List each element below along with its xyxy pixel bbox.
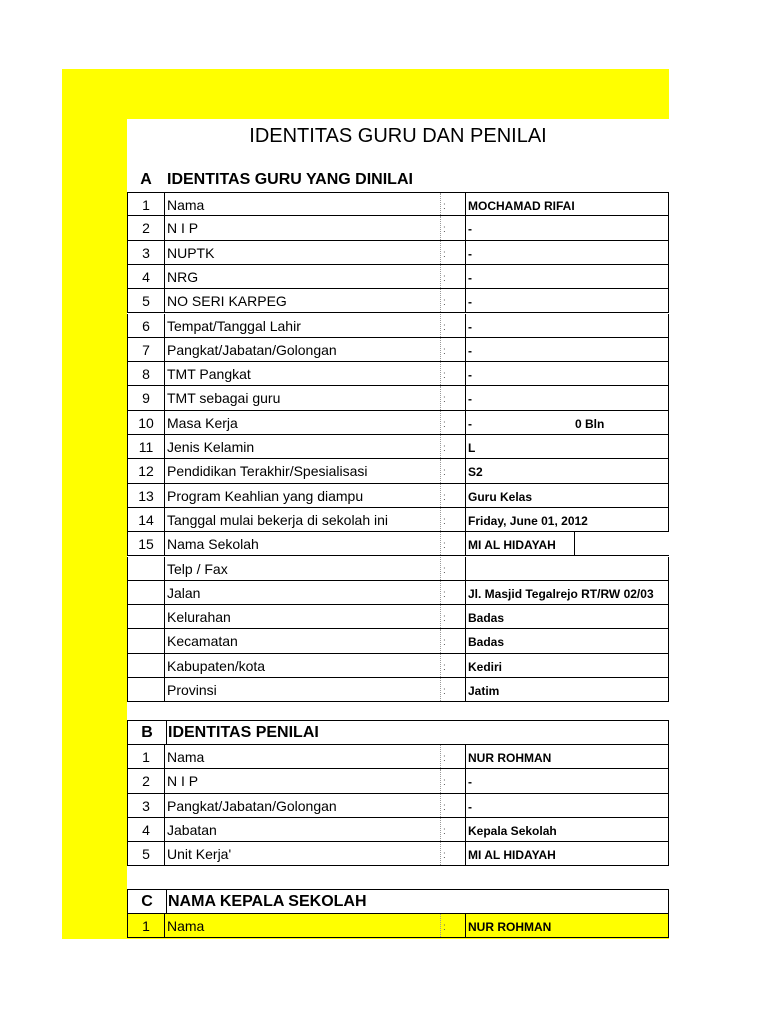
- row-value: S2: [468, 465, 483, 480]
- row-colon: :: [440, 338, 466, 361]
- row-right-border: [668, 605, 669, 628]
- row-label: Jenis Kelamin: [167, 439, 255, 455]
- row-number: 5: [127, 842, 165, 865]
- row-label: N I P: [167, 773, 199, 790]
- row-colon: :: [440, 435, 466, 458]
- row-label: Jalan: [167, 584, 201, 601]
- table-row: [127, 605, 669, 629]
- row-value: -: [468, 319, 472, 334]
- row-right-border: [668, 794, 669, 817]
- row-label: Nama Sekolah: [167, 536, 259, 553]
- table-row: [127, 338, 669, 362]
- table-row: [127, 314, 669, 338]
- row-right-border: [668, 581, 669, 604]
- section-c-letter: C: [128, 890, 167, 913]
- row-colon: :: [440, 508, 466, 531]
- row-right-border: [668, 386, 669, 409]
- row-colon: :: [440, 794, 466, 817]
- row-number: [127, 678, 165, 701]
- row-number: 3: [127, 241, 165, 264]
- row-colon: :: [440, 532, 466, 555]
- section-b-letter: B: [128, 721, 167, 744]
- row-label: NRG: [167, 268, 199, 285]
- row-value: -: [468, 246, 472, 261]
- row-colon: :: [440, 629, 466, 652]
- row-number: 8: [127, 362, 165, 385]
- section-a-header: [127, 168, 669, 192]
- row-label: TMT sebagai guru: [167, 390, 281, 407]
- row-colon: :: [440, 241, 466, 264]
- row-colon: :: [440, 678, 466, 701]
- row-label: Kecamatan: [167, 633, 238, 650]
- row-right-border: [668, 411, 669, 434]
- table-row: [127, 629, 669, 653]
- row-label: Pendidikan Terakhir/Spesialisasi: [167, 463, 368, 480]
- row-label: Jabatan: [167, 821, 217, 838]
- table-row: [127, 435, 669, 459]
- row-label: Program Keahlian yang diampu: [167, 487, 364, 504]
- table-row: [127, 289, 669, 313]
- row-number: 2: [127, 216, 165, 239]
- row-right-border: [668, 484, 669, 507]
- row-colon: :: [440, 314, 466, 337]
- table-row: [127, 386, 669, 410]
- row-value: -: [468, 295, 472, 310]
- row-number: 3: [127, 794, 165, 817]
- row-value: -: [468, 775, 472, 790]
- row-right-border: [668, 289, 669, 312]
- table-row: [127, 794, 669, 818]
- row-colon: :: [440, 654, 466, 677]
- row-colon: :: [440, 769, 466, 792]
- row-number: 7: [127, 338, 165, 361]
- row-value: Kediri: [468, 659, 503, 674]
- row-value: Kepala Sekolah: [468, 823, 557, 838]
- section-a-letter: A: [140, 171, 152, 188]
- table-row: [127, 216, 669, 240]
- row-number: 9: [127, 386, 165, 409]
- row-right-border: [668, 769, 669, 792]
- table-row: [127, 484, 669, 508]
- row-label: Provinsi: [167, 682, 217, 698]
- row-value: MOCHAMAD RIFAI: [468, 199, 575, 213]
- row-label: Kabupaten/kota: [167, 657, 266, 674]
- table-row: [127, 265, 669, 289]
- row-label: Unit Kerja': [167, 846, 232, 863]
- row-number: 6: [127, 314, 165, 337]
- row-number: [127, 654, 165, 677]
- row-colon: :: [440, 557, 466, 580]
- table-row: [127, 769, 669, 793]
- row-label: Kelurahan: [167, 609, 231, 626]
- row-colon: :: [440, 581, 466, 604]
- section-b-header: [127, 720, 669, 745]
- table-row: [127, 192, 669, 216]
- row-right-border: [668, 842, 669, 865]
- row-colon: :: [440, 193, 466, 215]
- row-label: N I P: [167, 220, 199, 237]
- row-colon: :: [440, 289, 466, 312]
- table-row: [127, 745, 669, 769]
- table-row: [127, 532, 669, 556]
- row-right-border: [668, 654, 669, 677]
- row-number: 15: [127, 532, 165, 555]
- row-value: -: [468, 343, 472, 358]
- section-a-heading: IDENTITAS GURU YANG DINILAI: [167, 171, 413, 188]
- table-row: [127, 842, 669, 866]
- row-value: Guru Kelas: [468, 489, 533, 504]
- table-row: [127, 818, 669, 842]
- row-value: Friday, June 01, 2012: [468, 513, 588, 528]
- row-right-border: [668, 818, 669, 841]
- row-colon: :: [440, 842, 466, 865]
- table-row: [127, 557, 669, 581]
- row-label: Telp / Fax: [167, 560, 228, 577]
- row-right-border: [668, 338, 669, 361]
- row-number: 13: [127, 484, 165, 507]
- row-right-border: [668, 914, 669, 937]
- table-row: [127, 411, 669, 435]
- row-right-border: [668, 435, 669, 458]
- row-label: NO SERI KARPEG: [167, 293, 287, 310]
- row-value: -: [468, 799, 472, 814]
- row-number: 1: [127, 914, 165, 937]
- row-colon: :: [440, 484, 466, 507]
- table-row: [127, 654, 669, 678]
- row-number: 4: [127, 818, 165, 841]
- row-value: [468, 557, 667, 580]
- row-colon: :: [440, 386, 466, 409]
- row-colon: :: [440, 914, 466, 937]
- section-b-heading: IDENTITAS PENILAI: [168, 724, 319, 741]
- row-right-border: [668, 557, 669, 580]
- row-colon: :: [440, 216, 466, 239]
- row-value: Jatim: [468, 684, 500, 698]
- row-number: 1: [127, 745, 165, 768]
- row-number: [127, 629, 165, 652]
- table-row: [127, 581, 669, 605]
- row-right-border: [668, 508, 669, 531]
- row-number: [127, 557, 165, 580]
- row-value: -: [468, 368, 472, 383]
- row-right-border: [668, 265, 669, 288]
- row-right-border: [668, 678, 669, 701]
- row-colon: :: [440, 362, 466, 385]
- row-colon: :: [440, 459, 466, 482]
- row-colon: :: [440, 745, 466, 768]
- row-value: -: [468, 416, 472, 431]
- row-colon: :: [440, 411, 466, 434]
- row-number: 10: [127, 411, 165, 434]
- row-value: Badas: [468, 611, 505, 626]
- row-label: Nama: [167, 197, 205, 213]
- row-value: -: [468, 270, 472, 285]
- row-value: -: [468, 392, 472, 407]
- row-value: Jl. Masjid Tegalrejo RT/RW 02/03: [468, 586, 654, 601]
- row-number: [127, 581, 165, 604]
- row-label: Tanggal mulai bekerja di sekolah ini: [167, 511, 389, 528]
- row-right-border: [668, 193, 669, 215]
- row-label: NUPTK: [167, 244, 215, 261]
- table-row: [127, 914, 669, 938]
- row-label: Pangkat/Jabatan/Golongan: [167, 341, 337, 358]
- row-value: MI AL HIDAYAH: [468, 538, 556, 553]
- row-number: 5: [127, 289, 165, 312]
- row-value: -: [468, 222, 472, 237]
- row-number: 11: [127, 435, 165, 458]
- row-value: MI AL HIDAYAH: [468, 848, 556, 863]
- row-right-border: [668, 314, 669, 337]
- row-label: Nama: [167, 749, 205, 765]
- section-c-header: [127, 889, 669, 914]
- row-label: Tempat/Tanggal Lahir: [167, 317, 301, 334]
- row-right-border: [668, 745, 669, 768]
- row-number: 14: [127, 508, 165, 531]
- row-colon: :: [440, 818, 466, 841]
- row-label: Pangkat/Jabatan/Golongan: [167, 797, 337, 814]
- row-value-secondary: 0 Bln: [575, 416, 605, 431]
- row-number: [127, 605, 165, 628]
- table-row: [127, 459, 669, 483]
- table-row: [127, 362, 669, 386]
- row-value: L: [468, 441, 476, 455]
- table-row: [127, 508, 669, 532]
- row-value: Badas: [468, 635, 505, 650]
- row-number: 4: [127, 265, 165, 288]
- table-row: [127, 678, 669, 702]
- row-right-border: [668, 241, 669, 264]
- row-number: 2: [127, 769, 165, 792]
- section-c-heading: NAMA KEPALA SEKOLAH: [168, 893, 367, 910]
- page-title: IDENTITAS GURU DAN PENILAI: [249, 125, 547, 147]
- row-number: 12: [127, 459, 165, 482]
- row-right-border: [668, 459, 669, 482]
- row-value: NUR ROHMAN: [468, 920, 552, 934]
- row-right-border: [668, 216, 669, 239]
- row-label: TMT Pangkat: [167, 366, 251, 383]
- row-number: 1: [127, 193, 165, 215]
- row-label: Nama: [167, 918, 205, 934]
- row-label: Masa Kerja: [167, 414, 238, 431]
- row-colon: :: [440, 265, 466, 288]
- row-right-border: [668, 629, 669, 652]
- row-colon: :: [440, 605, 466, 628]
- row-value: NUR ROHMAN: [468, 751, 552, 765]
- table-row: [127, 241, 669, 265]
- row-right-border: [668, 362, 669, 385]
